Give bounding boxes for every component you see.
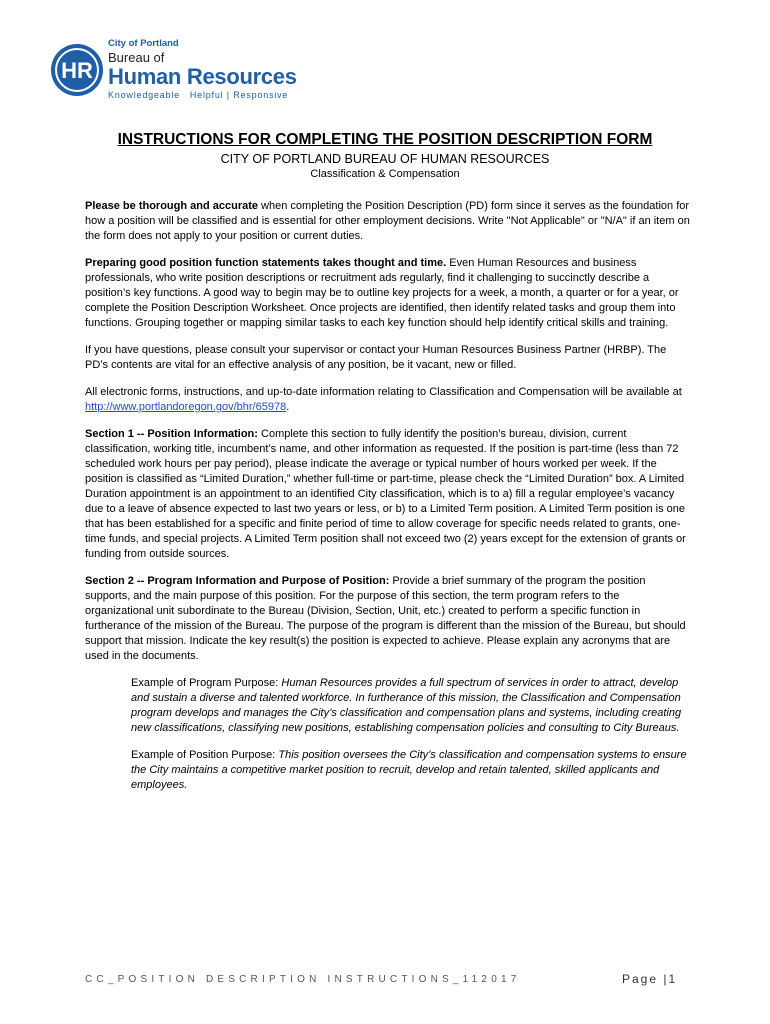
logo-wordmark <box>108 38 297 101</box>
paragraph-text: Even Human Resources and business professionals, who write position descriptions or recruitment ads regularly, find it challenging to succinctly describe a position’s key functions. A good way to begin may be to outline key projects for a week, a month, a quarter or for a year, or complete the Position Description Worksheet. Once projects are identified, then identify related tasks and group them into functions. Grouping together or mapping similar tasks to each key function should help identify critical skills and training. <box>85 257 679 329</box>
paragraph-lead: Preparing good position function statements takes thought and time. <box>85 257 447 269</box>
logo-monogram: HR <box>61 58 93 83</box>
logo-name: Human Resources <box>108 64 297 89</box>
paragraph-function-statements <box>85 256 690 331</box>
paragraph-electronic-forms <box>85 385 690 415</box>
paragraph-text: Provide a brief summary of the program the position supports, and the main purpose of this position. For the purpose of this section, the term program refers to the organizational unit subordinate to the Bureau (Division, Section, Unit, etc.) created to perform a specific function in furtherance of the mission of the Bureau. The purpose of the program is different than the mission of the Bureau, but should support that mission. Indicate the key result(s) the position is expected to achieve. Please explain any acronyms that are used in the documents. <box>85 575 686 662</box>
page-label: Page | <box>622 972 669 986</box>
section-heading: Section 1 -- Position Information: <box>85 428 258 440</box>
example-label: Example of Position Purpose: <box>131 749 279 761</box>
document-body <box>85 199 690 805</box>
paragraph-text: All electronic forms, instructions, and up-to-date information relating to Classification and Compensation will be available at <box>85 386 682 398</box>
logo-city: City of Portland <box>108 38 179 49</box>
section-2-program-information <box>85 574 690 664</box>
example-text: Human Resources provides a full spectrum of services in order to attract, develop and sustain a diverse and talented workforce. In furtherance of this mission, the Classification and Compensation program develops and manages the City’s classification and compensation plans and systems, including creating new classifications, classifying new positions, establishing compensation policies and consulting to City Bureaus. <box>131 677 682 734</box>
page-number: 1 <box>668 972 678 986</box>
example-position-purpose <box>131 748 690 793</box>
forms-link[interactable]: http://www.portlandoregon.gov/bhr/65978 <box>85 401 287 413</box>
footer-document-id: CC_POSITION DESCRIPTION INSTRUCTIONS_112017 <box>85 974 521 985</box>
document-subtitle: CITY OF PORTLAND BUREAU OF HUMAN RESOURCES <box>220 152 550 166</box>
paragraph-thoroughness <box>85 199 690 244</box>
example-program-purpose <box>131 676 690 736</box>
paragraph-lead: Please be thorough and accurate <box>85 200 258 212</box>
logo-bureau: Bureau of <box>108 50 165 65</box>
paragraph-text: . <box>286 401 290 413</box>
example-text: This position oversees the City’s classification and compensation systems to ensure the City maintains a competitive market position to recruit, develop and retain talented, skilled applicants and employees. <box>131 749 687 791</box>
paragraph-text: Complete this section to fully identify the position’s bureau, division, current classification, working title, incumbent’s name, and other information as requested. If the position is part-time (less than 72 scheduled work hours per pay period), please indicate the average or typical number of hours worked per week. If the position is classified as “Limited Duration,” whether full-time or part-time, please check the “Limited Duration” box. A Limited Duration appointment is an appointment to an identified City classification, which is to a) fill a regular employee’s vacancy due to a leave of absence expected to last two years or less, or b) to a Limited Term position. A Limited Term position is one that has been established for a specific and finite period of time to allow coverage for specific needs related to grants, one-time funds, and special projects. A Limited Term position shall not exceed two (2) years except for the extension of grants or funding from outside sources. <box>85 428 686 560</box>
section-heading: Section 2 -- Program Information and Purpose of Position: <box>85 575 390 587</box>
footer-page-number <box>622 972 677 986</box>
logo-tagline: Knowledgeable Helpful | Responsive <box>108 90 289 100</box>
section-1-position-information <box>85 427 690 562</box>
paragraph-text: when completing the Position Description (PD) form since it serves as the foundation for how a position will be classified and is essential for other employment decisions. Write "Not Applicable" or "N/A" if an item on the form does not apply to your position or current duties. <box>85 200 690 242</box>
document-department: Classification & Compensation <box>310 168 460 180</box>
paragraph-questions <box>85 343 690 373</box>
example-label: Example of Program Purpose: <box>131 677 282 689</box>
paragraph-text: If you have questions, please consult your supervisor or contact your Human Resources Business Partner (HRBP). The PD’s contents are vital for an effective analysis of any position, be it vacant, new or filled. <box>85 344 667 371</box>
document-title: INSTRUCTIONS FOR COMPLETING THE POSITION DESCRIPTION FORM <box>117 131 653 148</box>
